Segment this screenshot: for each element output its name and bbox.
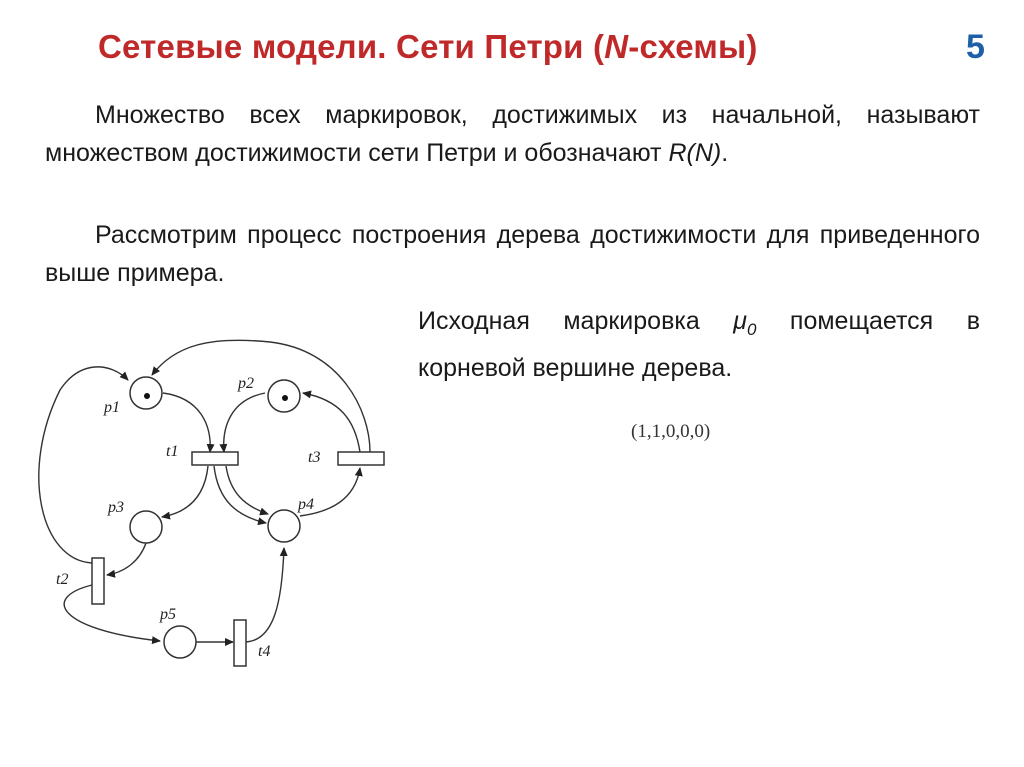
paragraph-text: Исходная маркировка: [418, 307, 734, 335]
mu-subscript: 0: [746, 320, 757, 339]
paragraph-reachability-set: [45, 96, 980, 172]
place-p3: [130, 511, 162, 543]
arc-p2-t1: [224, 393, 265, 452]
slide-title: [98, 28, 758, 66]
reachability-notation: R(N): [668, 139, 722, 167]
label-p1: p1: [104, 399, 120, 416]
label-p3: p3: [108, 499, 124, 516]
label-p2: p2: [238, 375, 254, 392]
transition-t3: [338, 452, 384, 465]
place-p4: [268, 510, 300, 542]
arc-t2-p1: [39, 367, 128, 563]
title-text-pre: Сетевые модели. Сети Петри (: [98, 28, 605, 65]
token-p2: [282, 395, 288, 401]
label-t1: t1: [166, 443, 179, 460]
paragraph-text: Множество всех маркировок, достижимых из начальной, называют множеством достижимости сети Петри и обозначают: [45, 101, 980, 167]
label-p4: p4: [298, 496, 314, 513]
arc-p3-t2: [107, 543, 146, 575]
arc-t2-p5: [64, 585, 160, 641]
arc-t4-p4: [246, 548, 284, 642]
arc-t3-p2: [303, 393, 360, 452]
root-marking: (1,1,0,0,0): [631, 421, 711, 442]
petri-net-diagram: [0, 320, 420, 680]
page-number: 5: [966, 28, 985, 66]
mu-symbol: μ: [733, 307, 747, 335]
paragraph-end: .: [721, 139, 729, 167]
label-t3: t3: [308, 449, 321, 466]
arc-t1-p4-a: [214, 466, 266, 523]
label-t2: t2: [56, 571, 69, 588]
arc-t1-p3: [162, 466, 208, 517]
place-p1: [130, 377, 162, 409]
transition-t2: [92, 558, 104, 604]
paragraph-initial-marking: [418, 302, 980, 387]
title-text-post: -схемы): [628, 28, 758, 65]
token-p1: [144, 393, 150, 399]
paragraph-text: помещается в корневой вершине дерева.: [418, 307, 980, 382]
transition-t1: [192, 452, 238, 465]
paragraph-tree-construction: Рассмотрим процесс построения дерева достижимости для приведенного выше примера.: [45, 221, 980, 287]
arc-t3-p1: [152, 340, 370, 452]
place-p5: [164, 626, 196, 658]
label-p5: p5: [160, 606, 176, 623]
transition-t4: [234, 620, 246, 666]
label-t4: t4: [258, 643, 271, 660]
title-text-italic: N: [604, 28, 629, 65]
